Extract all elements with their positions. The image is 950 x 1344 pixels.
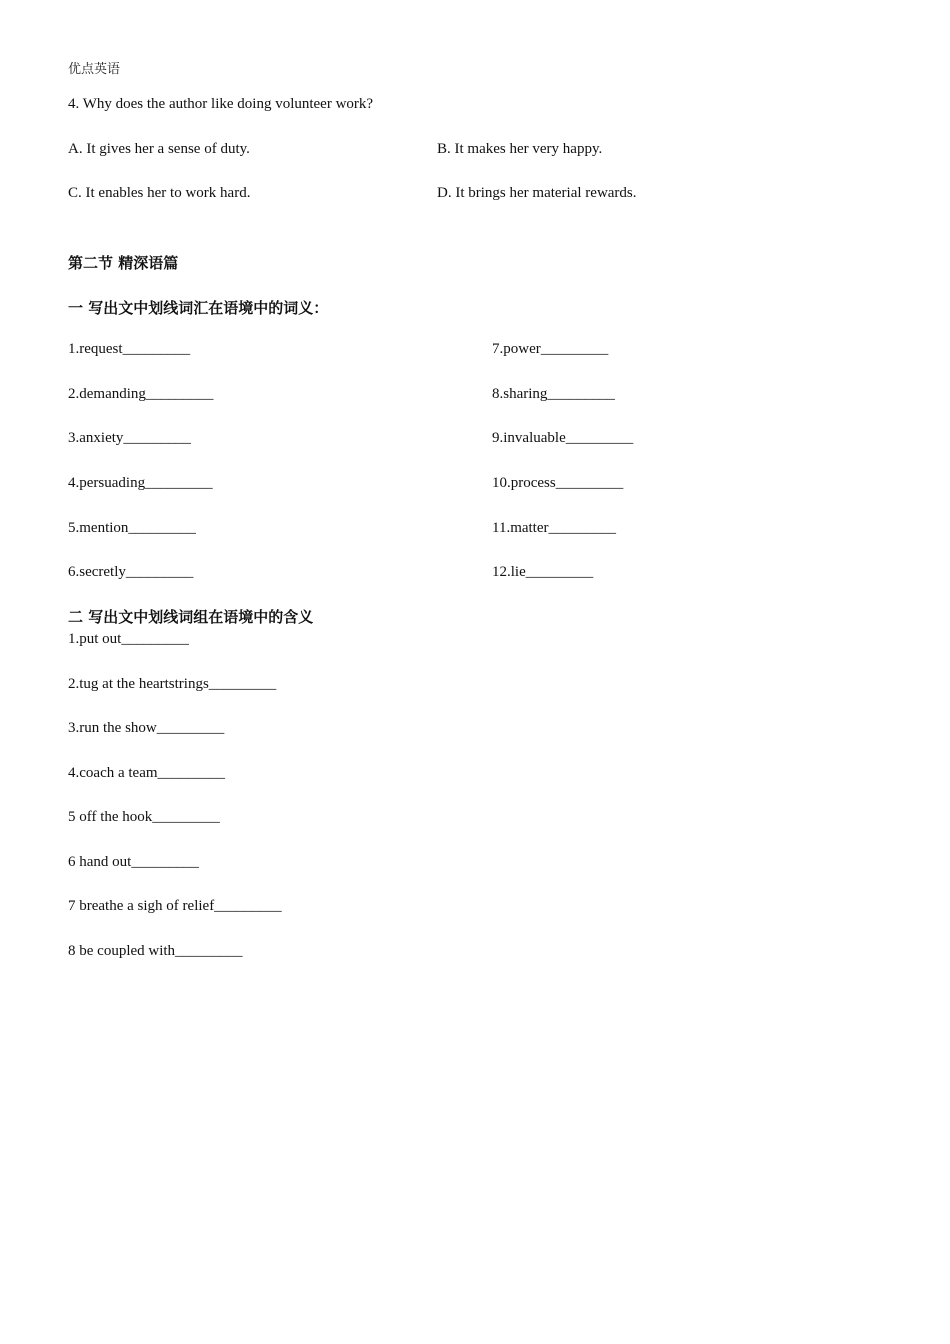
part1-title: 一 写出文中划线词汇在语境中的词义： — [68, 299, 329, 317]
question-stem: 4. Why does the author like doing volunteer work? — [68, 96, 374, 112]
phrase-item: 7 breathe a sigh of relief_________ — [68, 898, 282, 914]
vocab-item: 1.request_________ — [68, 341, 191, 357]
section-title: 第二节 精深语篇 — [68, 254, 179, 272]
phrase-item: 1.put out_________ — [68, 631, 189, 647]
vocab-item: 7.power_________ — [492, 341, 609, 357]
vocab-item: 9.invaluable_________ — [492, 430, 634, 446]
header-brand: 优点英语 — [68, 62, 121, 77]
vocab-item: 6.secretly_________ — [68, 564, 194, 580]
phrase-item: 6 hand out_________ — [68, 854, 199, 870]
vocab-item: 3.anxiety_________ — [68, 430, 191, 446]
phrase-item: 8 be coupled with_________ — [68, 943, 243, 959]
option-a: A. It gives her a sense of duty. — [68, 141, 250, 157]
vocab-item: 8.sharing_________ — [492, 386, 615, 402]
option-c: C. It enables her to work hard. — [68, 185, 251, 201]
phrase-item: 4.coach a team_________ — [68, 765, 226, 781]
vocab-item: 12.lie_________ — [492, 564, 594, 580]
option-b: B. It makes her very happy. — [437, 141, 603, 157]
phrase-item: 2.tug at the heartstrings_________ — [68, 676, 277, 692]
part2-title: 二 写出文中划线词组在语境中的含义 — [68, 608, 314, 626]
vocab-item: 11.matter_________ — [492, 520, 617, 536]
vocab-item: 5.mention_________ — [68, 520, 196, 536]
vocab-item: 2.demanding_________ — [68, 386, 214, 402]
vocab-item: 10.process_________ — [492, 475, 624, 491]
phrase-item: 3.run the show_________ — [68, 720, 225, 736]
option-d: D. It brings her material rewards. — [437, 185, 637, 201]
vocab-item: 4.persuading_________ — [68, 475, 213, 491]
phrase-item: 5 off the hook_________ — [68, 809, 220, 825]
